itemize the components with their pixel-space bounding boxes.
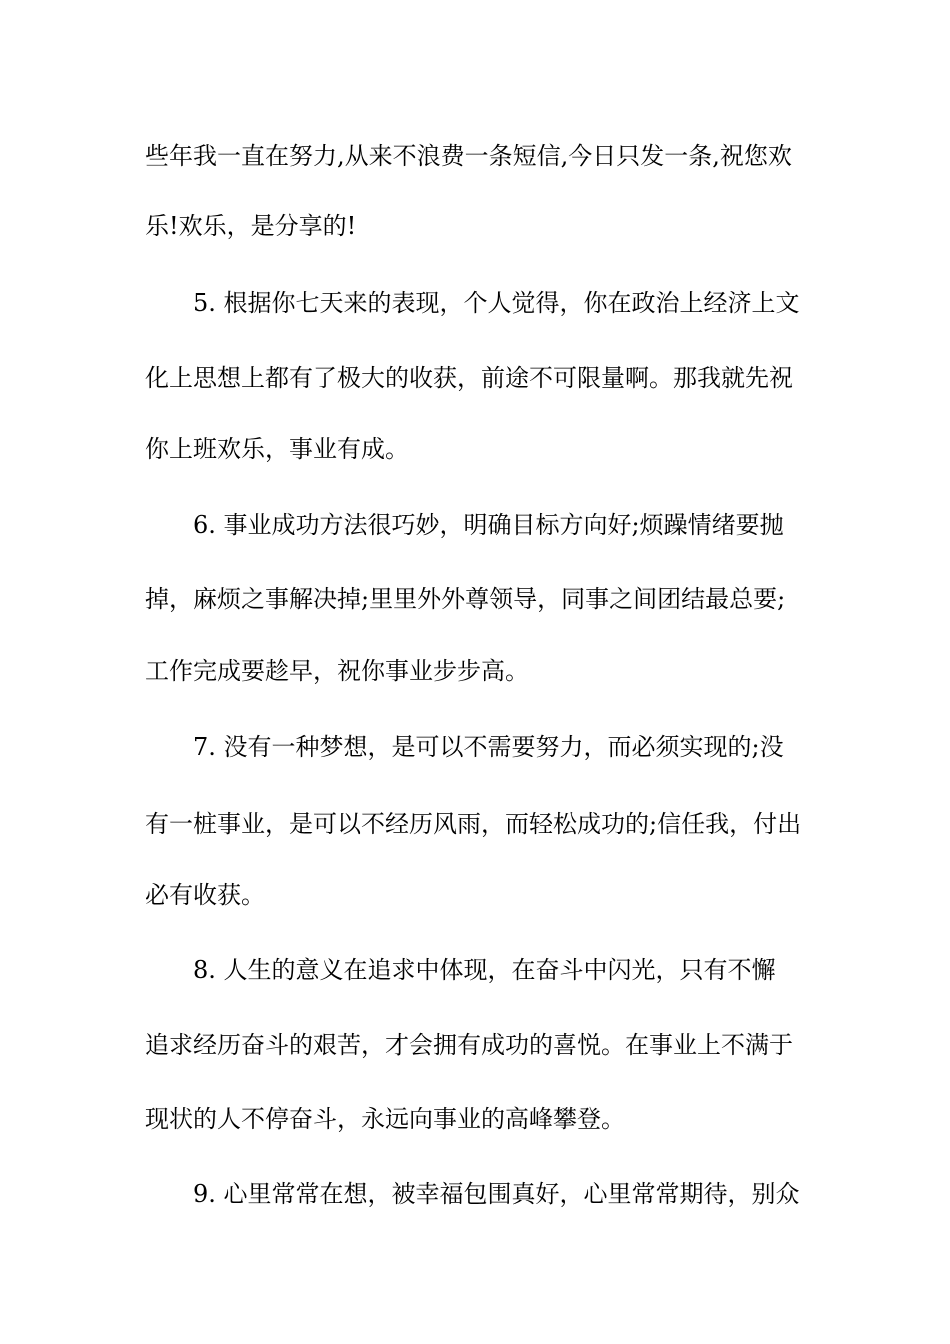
text-line: 追求经历奋斗的艰苦，才会拥有成功的喜悦。在事业上不满于 [145, 1031, 793, 1059]
text-line: 工作完成要趁早，祝你事业步步高。 [145, 657, 529, 685]
text-line: 乐!欢乐，是分享的! [145, 212, 357, 240]
text-line: 化上思想上都有了极大的收获，前途不可限量啊。那我就先祝 [145, 364, 793, 392]
text-line: 掉，麻烦之事解决掉;里里外外尊领导，同事之间团结最总要; [145, 585, 786, 613]
text-line: 8. 人生的意义在追求中体现，在奋斗中闪光，只有不懈 [193, 956, 776, 984]
text-line: 些年我一直在努力,从来不浪费一条短信,今日只发一条,祝您欢 [145, 142, 792, 170]
text-line: 5. 根据你七天来的表现，个人觉得，你在政治上经济上文 [193, 289, 800, 317]
text-line: 7. 没有一种梦想，是可以不需要努力，而必须实现的;没 [193, 733, 784, 761]
text-line: 6. 事业成功方法很巧妙，明确目标方向好;烦躁情绪要抛 [193, 511, 784, 539]
text-line: 9. 心里常常在想，被幸福包围真好，心里常常期待，别众 [193, 1180, 800, 1208]
text-line: 你上班欢乐，事业有成。 [145, 435, 409, 463]
text-line: 有一桩事业，是可以不经历风雨，而轻松成功的;信任我，付出 [145, 810, 802, 838]
text-line: 必有收获。 [145, 881, 265, 909]
text-line: 现状的人不停奋斗，永远向事业的高峰攀登。 [145, 1105, 625, 1133]
